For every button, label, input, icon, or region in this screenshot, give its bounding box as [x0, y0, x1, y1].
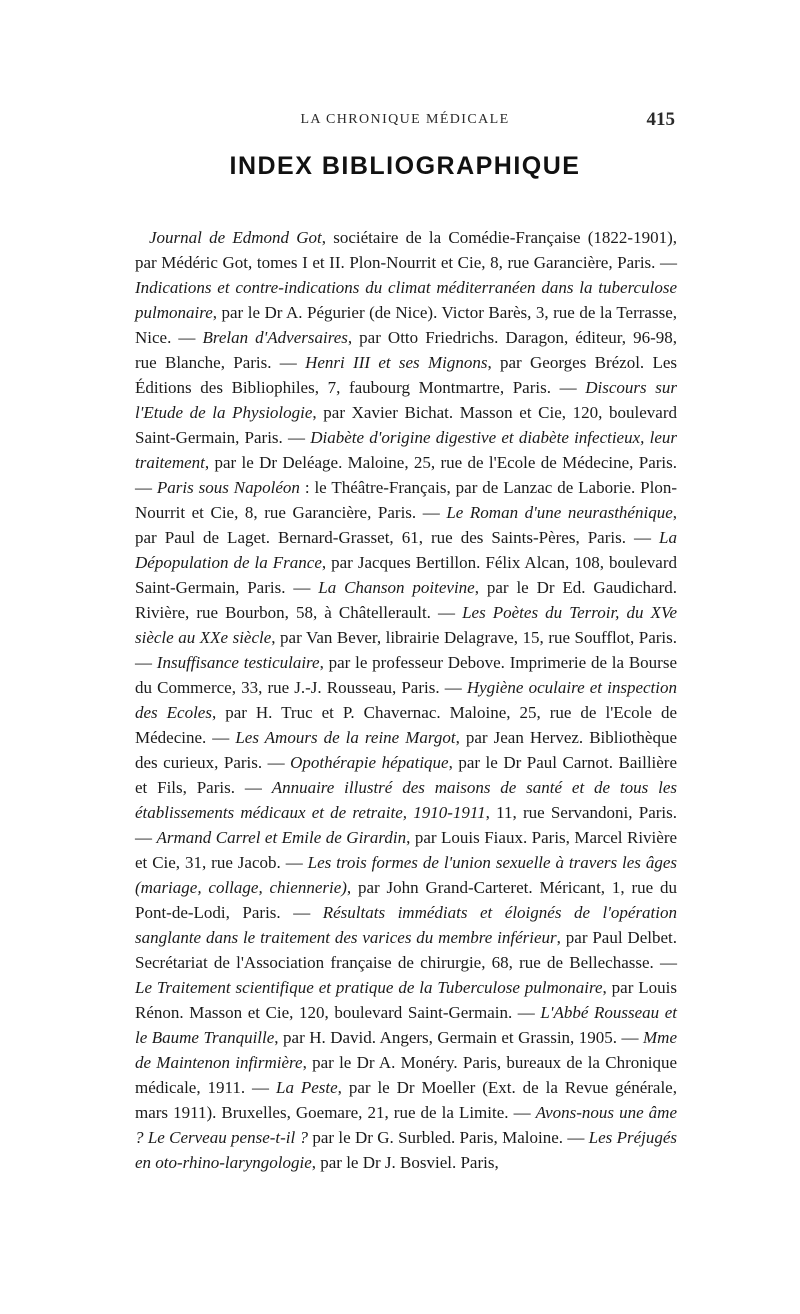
entry-title: Hygiène oculaire et inspection des Ecoles	[135, 678, 677, 722]
entry-title: Paris sous Napoléon	[156, 478, 300, 497]
entry-title: La Dépopulation de la France	[135, 528, 678, 572]
entry-title: Opothérapie hépatique	[290, 753, 449, 772]
entry-details: , par Paul de Laget. Bernard-Grasset, 61, rue des Saints-Pères, Paris.	[135, 503, 677, 547]
entry-details: , par Van Bever, librairie Delagrave, 15, rue Soufflot, Paris.	[271, 628, 677, 647]
entry-title: Résultats immédiats et éloignés de l'opération sanglante dans le traitement des varices du membre inférieur	[135, 903, 677, 947]
entry-details: , 11, rue Servandoni, Paris.	[485, 803, 677, 822]
entry-title: Indications et contre-indications du climat méditerranéen dans la tuberculose pulmonaire	[135, 278, 677, 322]
entry-details: , par le Dr A. Monéry. Paris, bureaux de la Chronique médicale, 1911.	[135, 1053, 678, 1097]
entry-details: , par Otto Friedrichs. Daragon, éditeur, 96-98, rue Blanche, Paris.	[135, 328, 677, 372]
entry-title: Discours sur l'Etude de la Physiologie	[135, 378, 678, 422]
entry-details: : le Théâtre-Français, par de Lanzac de Laborie. Plon-Nourrit et Cie, 8, rue Garancière, Paris.	[135, 478, 678, 522]
entry-details: , par Xavier Bichat. Masson et Cie, 120, boulevard Saint-Germain, Paris.	[135, 403, 677, 447]
entry-details: , par Louis Fiaux. Paris, Marcel Rivière et Cie, 31, rue Jacob.	[135, 828, 678, 872]
entry-title: Diabète d'origine digestive et diabète infectieux, leur traitement	[135, 428, 677, 472]
entry-title: L'Abbé Rousseau et le Baume Tranquille	[135, 1003, 678, 1047]
entry-title: Les trois formes de l'union sexuelle à travers les âges (mariage, collage, chiennerie)	[135, 853, 677, 897]
entry-details: par le Dr G. Surbled. Paris, Maloine.	[308, 1128, 564, 1147]
entry-details: , par le Dr J. Bosviel. Paris,	[311, 1153, 499, 1172]
running-header	[135, 109, 675, 133]
entry-title: Le Traitement scientifique et pratique de la Tuberculose pulmonaire	[135, 978, 603, 997]
entry-details: , par Jean Hervez. Bibliothèque des curieux, Paris.	[135, 728, 678, 772]
entry-title: Henri III et ses Mignons	[305, 353, 488, 372]
page-title: INDEX BIBLIOGRAPHIQUE	[229, 152, 581, 180]
entry-details: , par le Dr Moeller (Ext. de la Revue générale, mars 1911). Bruxelles, Goemare, 21, rue de la Limite.	[135, 1078, 677, 1122]
entry-details: , par Jacques Bertillon. Félix Alcan, 108, boulevard Saint-Germain, Paris.	[135, 553, 677, 597]
entry-title: Armand Carrel et Emile de Girardin	[156, 828, 407, 847]
entry-details: , par le Dr A. Pégurier (de Nice). Victor Barès, 3, rue de la Terrasse, Nice.	[135, 303, 677, 347]
entry-details: , par Georges Brézol. Les Éditions des Bibliophiles, 7, faubourg Montmartre, Paris.	[135, 353, 678, 397]
entry-details: , par Louis Rénon. Masson et Cie, 120, boulevard Saint-Germain.	[135, 978, 677, 1022]
entry-title: Les Amours de la reine Margot	[235, 728, 456, 747]
entry-title: Les Poètes du Terroir, du XVe siècle au XXe siècle	[135, 603, 677, 647]
entry-title: Mme de Maintenon infirmière	[135, 1028, 677, 1072]
entry-details: , sociétaire de la Comédie-Française (1822-1901), par Médéric Got, tomes I et II. Plon-Nourrit et Cie, 8, rue Garancière, Paris.	[135, 228, 677, 272]
entry-details: , par Paul Delbet. Secrétariat de l'Association française de chirurgie, 68, rue de Bellechasse.	[135, 928, 677, 972]
entry-details: , par le professeur Debove. Imprimerie de la Bourse du Commerce, 33, rue J.-J. Rousseau, Paris.	[135, 653, 677, 697]
entry-details: , par John Grand-Carteret. Méricant, 1, rue du Pont-de-Lodi, Paris.	[135, 878, 677, 922]
entry-details: , par H. David. Angers, Germain et Grassin, 1905.	[274, 1028, 618, 1047]
entry-details: , par le Dr Deléage. Maloine, 25, rue de l'Ecole de Médecine, Paris.	[204, 453, 677, 472]
entry-title: La Peste	[275, 1078, 338, 1097]
entry-title: Le Roman d'une neurasthénique	[446, 503, 673, 522]
entry-title: Brelan d'Adversaires	[202, 328, 348, 347]
entry-title: La Chanson poitevine	[318, 578, 475, 597]
entry-title: Avons-nous une âme ? Le Cerveau pense-t-il ?	[135, 1103, 677, 1147]
entry-title: Les Préjugés en oto-rhino-laryngologie	[135, 1128, 678, 1172]
entry-details: , par H. Truc et P. Chavernac. Maloine, 25, rue de l'Ecole de Médecine.	[135, 703, 677, 747]
bibliography-text: Journal de Edmond Got, sociétaire de la Comédie-Française (1822-1901), par Médéric Got, tomes I et II. Plon-Nourrit et Cie, 8, rue Garancière, Paris. — Indications et contre-indications du climat méditerranéen dans la tuberculose pulmonaire, par le Dr A. Pégurier (de Nice). Victor Barès, 3, rue de la Terrasse, Nice. — Brelan d'Adversaires, par Otto Friedrichs. Daragon, éditeur, 96-98, rue Blanche, Paris. — Henri III et ses Mignons, par Georges Brézol. Les Éditions des Bibliophiles, 7, faubourg Montmartre, Paris. — Discours sur l'Etude de la Physiologie, par Xavier Bichat. Masson et Cie, 120, boulevard Saint-Germain, Paris. — Diabète d'origine digestive et diabète infectieux, leur traitement, par le Dr Deléage. Maloine, 25, rue de l'Ecole de Médecine, Paris. — Paris sous Napoléon : le Théâtre-Français, par de Lanzac de Laborie. Plon-Nourrit et Cie, 8, rue Garancière, Paris. — Le Roman d'une neurasthénique, par Paul de Laget. Bernard-Grasset, 61, rue des Saints-Pères, Paris. — La Dépopulation de la France, par Jacques Bertillon. Félix Alcan, 108, boulevard Saint-Germain, Paris. — La Chanson poitevine, par le Dr Ed. Gaudichard. Rivière, rue Bourbon, 58, à Châtellerault. — Les Poètes du Terroir, du XVe siècle au XXe siècle, par Van Bever, librairie Delagrave, 15, rue Soufflot, Paris. — Insuffisance testiculaire, par le professeur Debove. Imprimerie de la Bourse du Commerce, 33, rue J.-J. Rousseau, Paris. — Hygiène oculaire et inspection des Ecoles, par H. Truc et P. Chavernac. Maloine, 25, rue de l'Ecole de Médecine. — Les Amours de la reine Margot, par Jean Hervez. Bibliothèque des curieux, Paris. — Opothérapie hépatique, par le Dr Paul Carnot. Baillière et Fils, Paris. — Annuaire illustré des maisons de santé et de tous les établissements médicaux et de retraite, 1910-1911, 11, rue Servandoni, Paris. — Armand Carrel et Emile de Girardin, par Louis Fiaux. Paris, Marcel Rivière et Cie, 31, rue Jacob. — Les trois formes de l'union sexuelle à travers les âges (mariage, collage, chiennerie), par John Grand-Carteret. Méricant, 1, rue du Pont-de-Lodi, Paris. — Résultats immédiats et éloignés de l'opération sanglante dans le traitement des varices du membre inférieur, par Paul Delbet. Secrétariat de l'Association française de chirurgie, 68, rue de Bellechasse. — Le Traitement scientifique et pratique de la Tuberculose pulmonaire, par Louis Rénon. Masson et Cie, 120, boulevard Saint-Germain. — L'Abbé Rousseau et le Baume Tranquille, par H. David. Angers, Germain et Grassin, 1905. — Mme de Maintenon infirmière, par le Dr A. Monéry. Paris, bureaux de la Chronique médicale, 1911. — La Peste, par le Dr Moeller (Ext. de la Revue générale, mars 1911). Bruxelles, Goemare, 21, rue de la Limite. — Avons-nous une âme ? Le Cerveau pense-t-il ? par le Dr G. Surbled. Paris, Maloine. — Les Préjugés en oto-rhino-laryngologie, par le Dr J. Bosviel. Paris,	[135, 228, 678, 1172]
entry-title: Annuaire illustré des maisons de santé et de tous les établissements médicaux et de retraite, 1910-1911	[135, 778, 677, 822]
page-number: 415	[646, 109, 675, 130]
running-title: LA CHRONIQUE MÉDICALE	[300, 112, 510, 127]
entry-details: , par le Dr Ed. Gaudichard. Rivière, rue Bourbon, 58, à Châtellerault.	[135, 578, 677, 622]
entry-details: , par le Dr Paul Carnot. Baillière et Fils, Paris.	[135, 753, 678, 797]
entry-title: Insuffisance testiculaire	[156, 653, 320, 672]
entry-title: Journal de Edmond Got	[149, 228, 322, 247]
